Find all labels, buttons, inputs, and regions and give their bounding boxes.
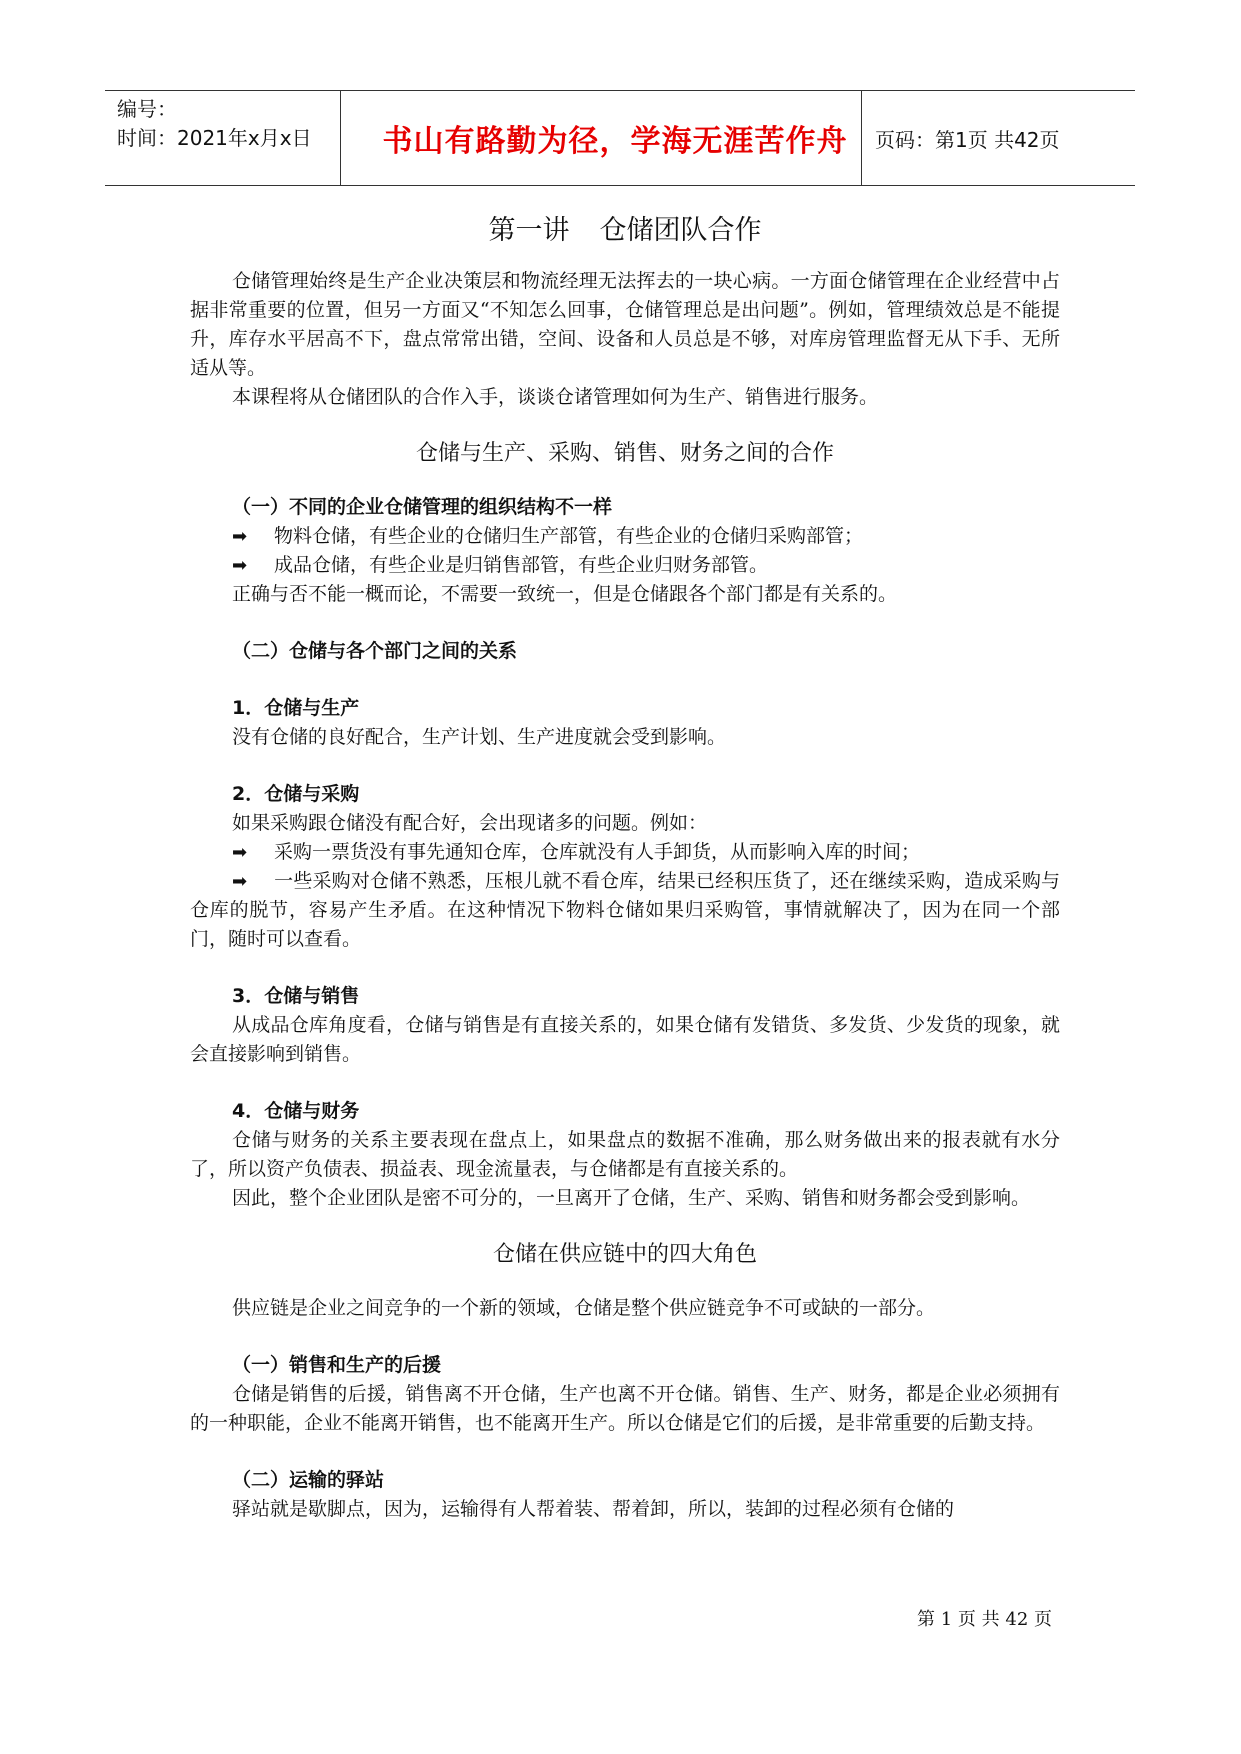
title-part-1: 第一讲 [488, 215, 570, 246]
paragraph: 从成品仓库角度看，仓储与销售是有直接关系的，如果仓储有发错货、多发货、少发货的现象，就会直接影响到销售。 [190, 1014, 1060, 1065]
arrow-right-icon: ➡ [232, 555, 248, 576]
paragraph: 仓储与财务的关系主要表现在盘点上，如果盘点的数据不准确，那么财务做出来的报表就有水分了，所以资产负债表、损益表、现金流量表，与仓储都是有直接关系的。 [190, 1129, 1060, 1180]
arrow-right-icon: ➡ [232, 526, 248, 547]
header-divider [340, 91, 341, 185]
subsection-heading: （一）不同的企业仓储管理的组织结构不一样 [232, 496, 613, 518]
paragraph: 没有仓储的良好配合，生产计划、生产进度就会受到影响。 [232, 726, 727, 748]
header-meta [117, 95, 312, 153]
intro-paragraph: 仓储管理始终是生产企业决策层和物流经理无法挥去的一块心病。一方面仓储管理在企业经营中占据非常重要的位置，但另一方面又“不知怎么回事，仓储管理总是出问题”。例如，管理绩效总是不能提升，库存水平居高不下，盘点常常出错，空间、设备和人员总是不够，对库房管理监督无从下手、无所适从等。 [190, 270, 1060, 379]
number-label: 编号： [117, 97, 177, 121]
lecture-title [190, 208, 1060, 247]
list-item: ➡ 一些采购对仓储不熟悉，压根儿就不看仓库，结果已经积压货了，还在继续采购，造成采购与仓库的脱节，容易产生矛盾。在这种情况下物料仓储如果归采购管，事情就解决了，因为在同一个部门，随时可以查看。 [190, 867, 1060, 954]
section-heading: 仓储在供应链中的四大角色 [492, 1242, 757, 1267]
section-heading: 仓储与生产、采购、销售、财务之间的合作 [415, 441, 834, 466]
arrow-right-icon: ➡ [232, 842, 248, 863]
header-page-info: 页码：第1页 共42页 [875, 128, 1060, 152]
intro-paragraph: 本课程将从仓储团队的合作入手，谈谈仓诸管理如何为生产、销售进行服务。 [232, 386, 879, 408]
subsection-heading: 4．仓储与财务 [232, 1100, 360, 1122]
subsection-heading: （一）销售和生产的后援 [232, 1354, 442, 1376]
subsection-heading: （二）运输的驿站 [232, 1469, 385, 1491]
paragraph: 如果采购跟仓储没有配合好，会出现诸多的问题。例如： [232, 812, 708, 834]
page-header [105, 90, 1135, 186]
subsection-heading: 3．仓储与销售 [232, 985, 360, 1007]
page-footer: 第 1 页 共 42 页 [917, 1609, 1052, 1630]
time-label: 时间：2021年x月x日 [117, 126, 312, 150]
arrow-right-icon: ➡ [232, 871, 248, 892]
paragraph: 驿站就是歇脚点，因为，运输得有人帮着装、帮着卸，所以，装卸的过程必须有仓储的 [232, 1498, 955, 1520]
list-item: ➡ 物料仓储，有些企业的仓储归生产部管，有些企业的仓储归采购部管； [190, 522, 1060, 551]
list-item: ➡ 成品仓储，有些企业是归销售部管，有些企业归财务部管。 [190, 551, 1060, 580]
document-body [190, 208, 1060, 1524]
list-item: ➡ 采购一票货没有事先通知仓库，仓库就没有人手卸货，从而影响入库的时间； [190, 838, 1060, 867]
header-motto: 书山有路勤为径，学海无涯苦作舟 [382, 124, 848, 159]
subsection-heading: （二）仓储与各个部门之间的关系 [232, 640, 518, 662]
paragraph: 正确与否不能一概而论，不需要一致统一，但是仓储跟各个部门都是有关系的。 [232, 583, 898, 605]
header-divider [861, 91, 862, 185]
subsection-heading: 1．仓储与生产 [232, 697, 360, 719]
title-part-2: 仓储团队合作 [599, 215, 762, 246]
paragraph: 供应链是企业之间竞争的一个新的领域，仓储是整个供应链竞争不可或缺的一部分。 [232, 1297, 936, 1319]
subsection-heading: 2．仓储与采购 [232, 783, 360, 805]
paragraph: 仓储是销售的后援，销售离不开仓储，生产也离不开仓储。销售、生产、财务，都是企业必须拥有的一种职能，企业不能离开销售，也不能离开生产。所以仓储是它们的后援，是非常重要的后勤支持。 [190, 1383, 1060, 1434]
paragraph: 因此，整个企业团队是密不可分的，一旦离开了仓储，生产、采购、销售和财务都会受到影响。 [232, 1187, 1031, 1209]
